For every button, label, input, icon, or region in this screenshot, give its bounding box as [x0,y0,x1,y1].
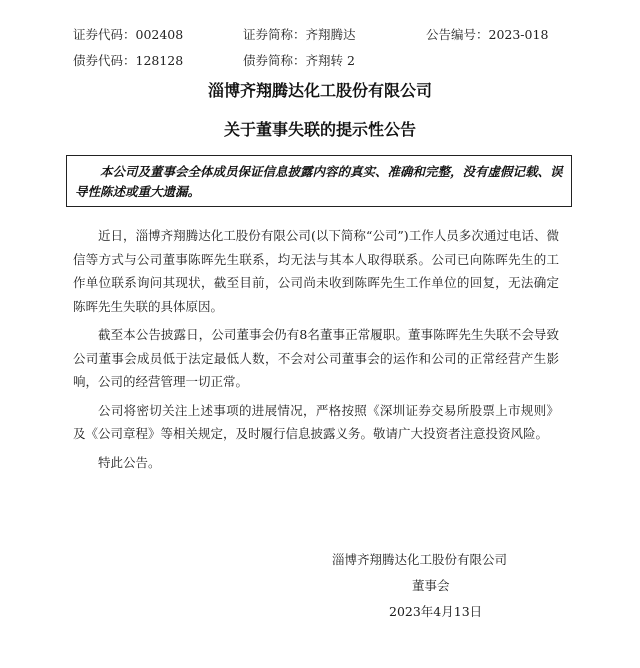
disclosure-notice-box [66,155,572,207]
announcement-title: 关于董事失联的提示性公告 [223,120,416,139]
signature-date: 2023年4月13日 [389,604,483,619]
body-paragraph-1: 近日，淄博齐翔腾达化工股份有限公司(以下简称“公司”)工作人员多次通过电话、微信等方式与公司董事陈晖先生联系，均无法与其本人取得联系。公司已向陈晖先生的工作单位联系询问其现状，截至目前，公司尚未收到陈晖先生工作单位的回复，无法确定陈晖先生失联的具体原因。 [73,228,559,314]
stock-abbreviation: 证券简称：齐翔腾达 [243,27,356,42]
disclosure-notice-text: 本公司及董事会全体成员保证信息披露内容的真实、准确和完整，没有虚假记载、误导性陈述或重大遗漏。 [75,164,563,199]
company-title: 淄博齐翔腾达化工股份有限公司 [207,81,432,100]
bond-abbreviation: 债券简称：齐翔转 2 [243,53,355,68]
body-paragraph-2: 截至本公告披露日，公司董事会仍有8名董事正常履职。董事陈晖先生失联不会导致公司董事会成员低于法定最低人数，不会对公司董事会的运作和公司的正常经营产生影响，公司的经营管理一切正常。 [73,327,559,389]
announcement-number: 公告编号：2023-018 [426,27,549,42]
body-paragraph-4: 特此公告。 [98,454,161,470]
signature-board: 董事会 [412,578,450,593]
body-paragraph-3: 公司将密切关注上述事项的进展情况，严格按照《深圳证券交易所股票上市规则》及《公司章程》等相关规定，及时履行信息披露义务。敬请广大投资者注意投资风险。 [73,402,559,441]
stock-code: 证券代码：002408 [73,27,184,42]
announcement-body [73,224,559,479]
signature-company: 淄博齐翔腾达化工股份有限公司 [332,552,508,567]
bond-code: 债券代码：128128 [73,53,184,68]
